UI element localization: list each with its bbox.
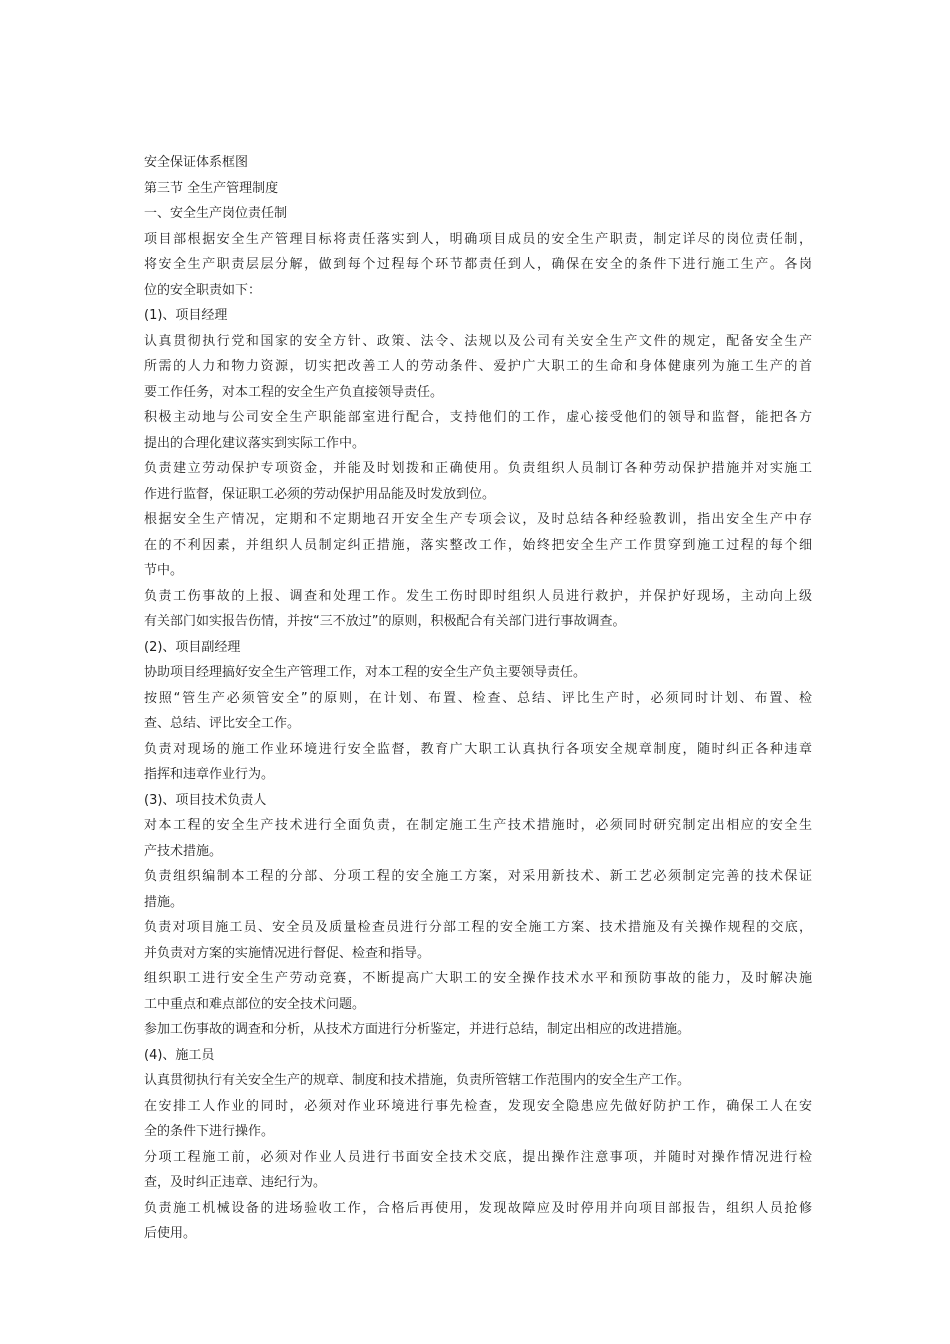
text-line: 认真贯彻执行党和国家的安全方针、政策、法令、法规以及公司有关安全生产文件的规定，配备安全生产 (144, 333, 812, 349)
text-line: 产技术措施。 (144, 843, 223, 859)
text-line: (2)、项目副经理 (144, 639, 241, 655)
text-line: 全的条件下进行操作。 (144, 1124, 275, 1139)
text-line: (3)、项目技术负责人 (144, 792, 267, 808)
text-line: 查、总结、评比安全工作。 (144, 716, 301, 731)
text-line: 在的不利因素，并组织人员制定纠正措施，落实整改工作，始终把安全生产工作贯穿到施工过程的每个细 (144, 537, 812, 553)
text-line: 所需的人力和物力资源，切实把改善工人的劳动条件、爱护广大职工的生命和身体健康列为施工生产的首 (144, 359, 812, 374)
text-line: 负责建立劳动保护专项资金，并能及时划拨和正确使用。负责组织人员制订各种劳动保护措施并对实施工 (144, 461, 812, 476)
text-line: 指挥和违章作业行为。 (144, 767, 275, 782)
document-page (144, 150, 812, 1247)
text-line: (4)、施工员 (144, 1047, 215, 1063)
text-line: 负责工伤事故的上报、调查和处理工作。发生工伤时即时组织人员进行救护，并保护好现场，主动向上级 (144, 588, 812, 604)
text-line: 负责对项目施工员、安全员及质量检查员进行分部工程的安全施工方案、技术措施及有关操作规程的交底， (144, 920, 812, 935)
text-line: 负责对现场的施工作业环境进行安全监督，教育广大职工认真执行各项安全规章制度，随时纠正各种违章 (144, 741, 812, 757)
text-line: 组织职工进行安全生产劳动竞赛，不断提高广大职工的安全操作技术水平和预防事故的能力，及时解决施 (144, 971, 812, 986)
text-line: 项目部根据安全生产管理目标将责任落实到人，明确项目成员的安全生产职责，制定详尽的岗位责任制， (144, 231, 812, 247)
text-line: (1)、项目经理 (144, 308, 228, 323)
text-line: 分项工程施工前，必须对作业人员进行书面安全技术交底，提出操作注意事项，并随时对操作情况进行检 (144, 1149, 812, 1165)
text-line: 工中重点和难点部位的安全技术问题。 (144, 996, 366, 1012)
text-line: 积极主动地与公司安全生产职能部室进行配合，支持他们的工作，虚心接受他们的领导和监督，能把各方 (144, 410, 812, 425)
text-line: 措施。 (144, 894, 184, 910)
text-line: 安全保证体系框图 (144, 155, 249, 170)
text-line: 在安排工人作业的同时，必须对作业环境进行事先检查，发现安全隐患应先做好防护工作，确保工人在安 (144, 1098, 812, 1114)
text-line: 将安全生产职责层层分解，做到每个过程每个环节都责任到人，确保在安全的条件下进行施工生产。各岗 (144, 257, 812, 272)
text-line: 要工作任务，对本工程的安全生产负直接领导责任。 (144, 384, 444, 400)
text-line: 并负责对方案的实施情况进行督促、检查和指导。 (144, 945, 431, 961)
text-line: 协助项目经理搞好安全生产管理工作，对本工程的安全生产负主要领导责任。 (144, 665, 587, 680)
text-line: 根据安全生产情况，定期和不定期地召开安全生产专项会议，及时总结各种经验教训，指出安全生产中存 (144, 512, 812, 527)
text-line: 后使用。 (144, 1226, 197, 1241)
text-line: 节中。 (144, 563, 184, 578)
text-line: 第三节 全生产管理制度 (144, 180, 279, 196)
text-line: 对本工程的安全生产技术进行全面负责，在制定施工生产技术措施时，必须同时研究制定出相应的安全生 (144, 818, 812, 833)
text-line: 有关部门如实报告伤情，并按“三不放过”的原则，积极配合有关部门进行事故调查。 (144, 614, 626, 629)
text-line: 负责组织编制本工程的分部、分项工程的安全施工方案，对采用新技术、新工艺必须制定完善的技术保证 (144, 869, 812, 884)
text-line: 按照“管生产必须管安全”的原则，在计划、布置、检查、总结、评比生产时，必须同时计划、布置、检 (144, 690, 812, 706)
text-line: 一、安全生产岗位责任制 (144, 206, 288, 221)
text-line: 查，及时纠正违章、违纪行为。 (144, 1175, 327, 1190)
text-line: 位的安全职责如下： (144, 282, 262, 298)
text-line: 参加工伤事故的调查和分析，从技术方面进行分析鉴定，并进行总结，制定出相应的改进措施。 (144, 1022, 691, 1037)
text-line: 负责施工机械设备的进场验收工作，合格后再使用，发现故障应及时停用并向项目部报告，组织人员抢修 (144, 1200, 812, 1216)
text-line: 提出的合理化建议落实到实际工作中。 (144, 435, 366, 451)
text-line: 作进行监督，保证职工必须的劳动保护用品能及时发放到位。 (144, 486, 496, 502)
text-line: 认真贯彻执行有关安全生产的规章、制度和技术措施，负责所管辖工作范围内的安全生产工作。 (144, 1073, 691, 1088)
